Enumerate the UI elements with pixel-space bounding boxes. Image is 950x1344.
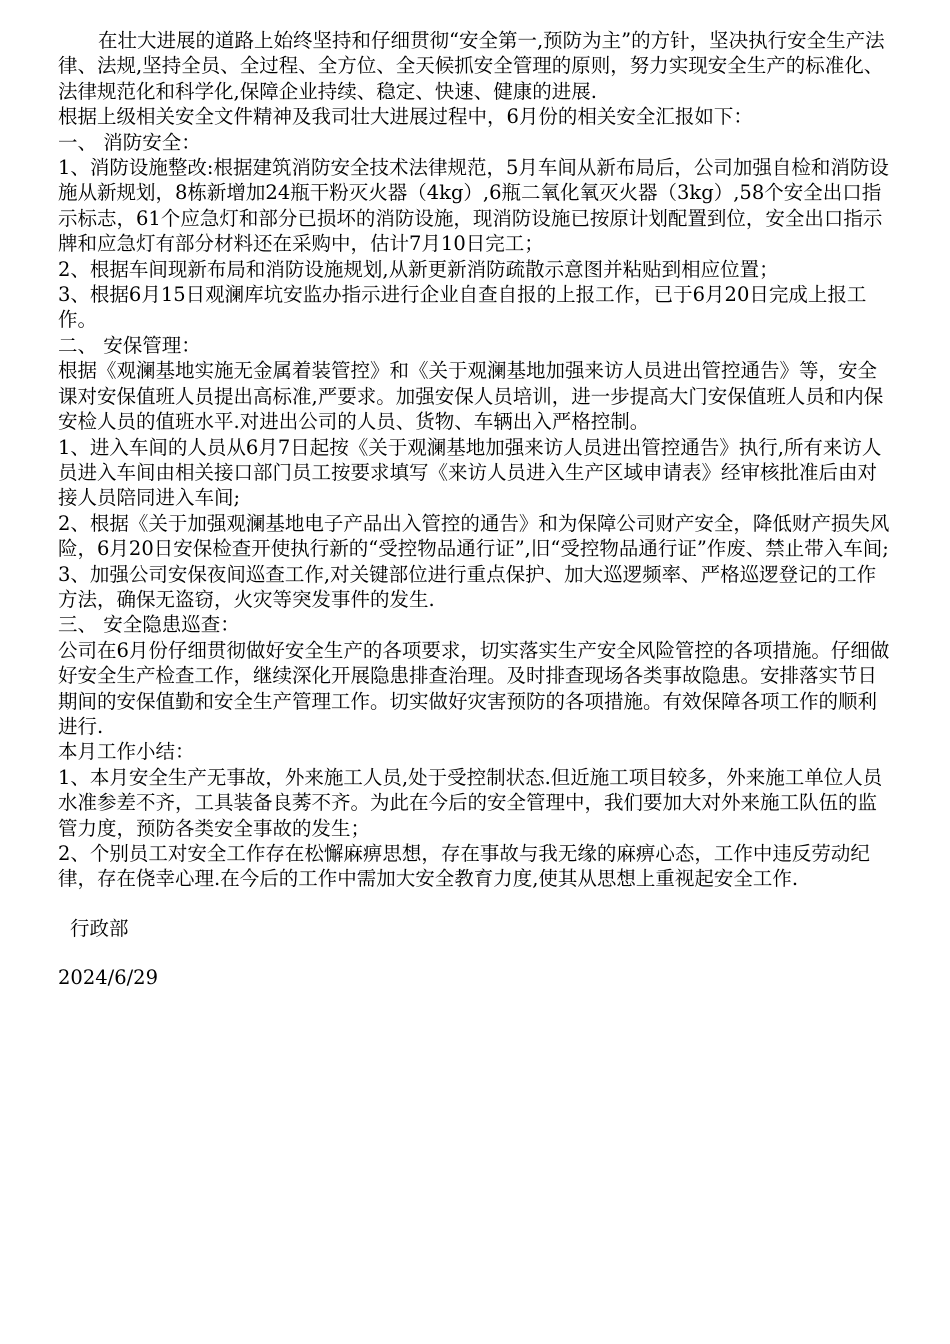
department-signature: 行政部	[70, 916, 129, 940]
section-1-heading: 一、 消防安全：	[58, 130, 201, 154]
section-2-item-2: 2、根据《关于加强观澜基地电子产品出入管控的通告》和为保障公司财产安全，降低财产损失风险，6月20日安保检查开使执行新的“受控物品通行证”,旧“受控物品通行证”作废、禁止带入车间;	[58, 511, 890, 561]
section-1-item-1: 1、消防设施整改:根据建筑消防安全技术法律规范，5月车间从新布局后，公司加强自检和消防设施从新规划，8栋新增加24瓶干粉灭火器（4kg）,6瓶二氧化氧灭火器（3kg）,58个安全出口指示标志，61个应急灯和部分已损坏的消防设施，现消防设施已按原计划配置到位，安全出口指示牌和应急灯有部分材料还在采购中，估计7月10日完工；	[58, 156, 889, 256]
spacer	[58, 892, 894, 916]
section-2-heading: 二、 安保管理：	[58, 333, 201, 357]
section-1-item-2: 2、根据车间现新布局和消防设施规划,从新更新消防疏散示意图并粘贴到相应位置；	[58, 257, 779, 281]
section-2-intro: 根据《观澜基地实施无金属着装管控》和《关于观澜基地加强来访人员进出管控通告》等，安全课对安保值班人员提出高标准,严要求。加强安保人员培训，进一步提高大门安保值班人员和内保安检人员的值班水平.对进出公司的人员、货物、车辆出入严格控制。	[58, 359, 884, 434]
document-date: 2024/6/29	[58, 966, 158, 990]
intro-paragraph: 在壮大进展的道路上始终坚持和仔细贯彻“安全第一,预防为主”的方针，坚决执行安全生产法律、法规,坚持全员、全过程、全方位、全天候抓安全管理的原则，努力实现安全生产的标准化、法律规范化和科学化,保障企业持续、稳定、快速、健康的进展.	[58, 29, 885, 103]
section-3-body: 公司在6月份仔细贯彻做好安全生产的各项要求，切实落实生产安全风险管控的各项措施。仔细做好安全生产检查工作，继续深化开展隐患排查治理。及时排查现场各类事故隐患。安排落实节日期间的安保值勤和安全生产管理工作。切实做好灾害预防的各项措施。有效保障各项工作的顺利进行.	[58, 638, 890, 738]
spacer	[58, 941, 894, 965]
section-3-heading: 三、 安全隐患巡查：	[58, 613, 240, 637]
summary-heading: 本月工作小结：	[58, 740, 195, 764]
summary-item-1: 1、本月安全生产无事故，外来施工人员,处于受控制状态.但近施工项目较多，外来施工单位人员水准参差不齐，工具装备良莠不齐。为此在今后的安全管理中，我们要加大对外来施工队伍的监管力度，预防各类安全事故的发生；	[58, 765, 883, 840]
section-2-item-1: 1、进入车间的人员从6月7日起按《关于观澜基地加强来访人员进出管控通告》执行,所有来访人员进入车间由相关接口部门员工按要求填写《来访人员进入生产区域申请表》经审核批准后由对接人员陪同进入车间;	[58, 435, 882, 510]
section-1-item-3: 3、根据6月15日观澜库坑安监办指示进行企业自查自报的上报工作，已于6月20日完成上报工作。	[58, 283, 867, 332]
section-2-item-3: 3、加强公司安保夜间巡查工作,对关键部位进行重点保护、加大巡逻频率、严格巡逻登记的工作方法，确保无盗窃，火灾等突发事件的发生.	[58, 562, 877, 611]
summary-item-2: 2、个别员工对安全工作存在松懈麻痹思想，存在事故与我无缘的麻痹心态，工作中违反劳动纪律，存在侥幸心理.在今后的工作中需加大安全教育力度,使其从思想上重视起安全工作.	[58, 842, 870, 891]
lead-paragraph: 根据上级相关安全文件精神及我司壮大进展过程中，6月份的相关安全汇报如下：	[58, 105, 753, 129]
